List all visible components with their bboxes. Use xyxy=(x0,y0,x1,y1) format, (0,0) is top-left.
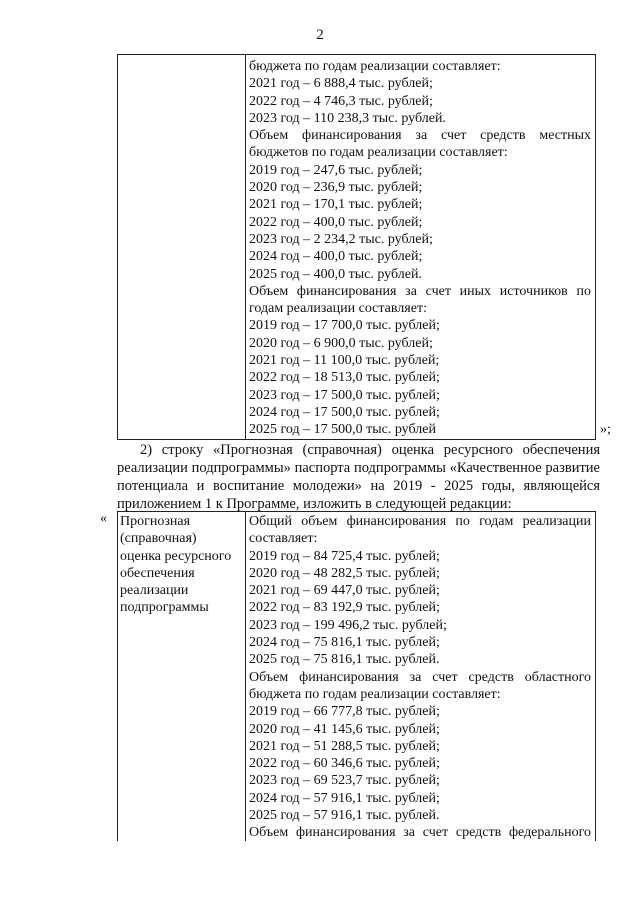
table-line: 2019 год – 247,6 тыс. рублей; xyxy=(249,162,423,178)
table-line: 2023 год – 69 523,7 тыс. рублей; xyxy=(249,773,440,789)
table-line: Объем финансирования за счет иных источников по xyxy=(249,283,591,299)
table-line: 2020 год – 41 145,6 тыс. рублей; xyxy=(249,721,440,737)
table-line: 2020 год – 236,9 тыс. рублей; xyxy=(249,180,423,196)
table-line: бюджета по годам реализации составляет: xyxy=(249,59,501,74)
table-line: годам реализации составляет: xyxy=(249,301,427,317)
amendment-paragraph xyxy=(117,441,600,513)
table-line: 2020 год – 6 900,0 тыс. рублей; xyxy=(249,335,433,351)
paragraph-line: приложением 1 к Программе, изложить в следующей редакции: xyxy=(117,496,512,512)
paragraph-line: 2) строку «Прогнозная (справочная) оценка ресурсного обеспечения xyxy=(140,442,600,458)
table-line: 2023 год – 17 500,0 тыс. рублей; xyxy=(249,387,440,403)
funding-details-cell xyxy=(249,58,591,439)
row-label-line: подпрограммы xyxy=(120,600,209,616)
table-line: 2021 год – 69 447,0 тыс. рублей; xyxy=(249,583,440,599)
table-line: 2024 год – 400,0 тыс. рублей; xyxy=(249,249,423,265)
column-divider xyxy=(245,55,246,439)
table-line: 2025 год – 75 816,1 тыс. рублей. xyxy=(249,652,440,668)
row-label-line: (справочная) xyxy=(120,531,197,547)
table-line: 2024 год – 17 500,0 тыс. рублей; xyxy=(249,404,440,420)
table-line: 2022 год – 60 346,6 тыс. рублей; xyxy=(249,756,440,772)
funding-details-cell xyxy=(249,513,591,842)
table-line: 2022 год – 400,0 тыс. рублей; xyxy=(249,214,423,230)
table-line: Общий объем финансирования по годам реализации xyxy=(249,514,591,529)
page-number: 2 xyxy=(316,27,324,43)
table-line: Объем финансирования за счет средств местных xyxy=(249,128,591,144)
table-line: 2023 год – 2 234,2 тыс. рублей; xyxy=(249,231,433,247)
table-line: 2023 год – 110 238,3 тыс. рублей. xyxy=(249,110,446,126)
funding-table-continuation xyxy=(117,54,596,440)
table-line: 2021 год – 170,1 тыс. рублей; xyxy=(249,197,423,213)
resource-estimate-table xyxy=(117,511,596,841)
table-line: 2022 год – 83 192,9 тыс. рублей; xyxy=(249,600,440,616)
table-line: Объем финансирования за счет средств федерального xyxy=(249,825,591,841)
table-line: 2022 год – 18 513,0 тыс. рублей; xyxy=(249,370,440,386)
table-line: 2022 год – 4 746,3 тыс. рублей; xyxy=(249,93,433,109)
row-label-line: обеспечения xyxy=(120,565,195,581)
row-label-line: оценка ресурсного xyxy=(120,548,232,564)
table-line: Объем финансирования за счет средств областного xyxy=(249,669,591,685)
column-divider xyxy=(245,512,246,841)
table-line: 2025 год – 400,0 тыс. рублей. xyxy=(249,266,422,282)
table-line: 2019 год – 84 725,4 тыс. рублей; xyxy=(249,548,440,564)
table-line: бюджета по годам реализации составляет: xyxy=(249,686,501,702)
table-line: 2024 год – 75 816,1 тыс. рублей; xyxy=(249,635,440,651)
table-line: составляет: xyxy=(249,531,318,547)
table-line: 2025 год – 57 916,1 тыс. рублей. xyxy=(249,808,440,824)
table-line: 2019 год – 17 700,0 тыс. рублей; xyxy=(249,318,440,334)
row-label-line: Прогнозная xyxy=(120,514,191,529)
table-line: бюджетов по годам реализации составляет: xyxy=(249,145,508,161)
table-line: 2021 год – 51 288,5 тыс. рублей; xyxy=(249,738,440,754)
table-line: 2021 год – 6 888,4 тыс. рублей; xyxy=(249,76,433,92)
table-line: 2024 год – 57 916,1 тыс. рублей; xyxy=(249,790,440,806)
closing-quote-mark: »; xyxy=(600,422,611,437)
paragraph-line: потенциала и воспитание молодежи» на 2019 - 2025 годы, являющейся xyxy=(117,478,600,494)
table-line: 2023 год – 199 496,2 тыс. рублей; xyxy=(249,617,447,633)
row-label-line: реализации xyxy=(120,583,189,599)
table-line: 2020 год – 48 282,5 тыс. рублей; xyxy=(249,565,440,581)
table-line: 2021 год – 11 100,0 тыс. рублей; xyxy=(249,353,440,369)
row-label-cell xyxy=(120,513,242,617)
opening-quote-mark: « xyxy=(100,511,107,526)
table-line: 2025 год – 17 500,0 тыс. рублей xyxy=(249,422,436,438)
paragraph-line: реализации подпрограммы» паспорта подпрограммы «Качественное развитие xyxy=(117,460,600,476)
table-line: 2019 год – 66 777,8 тыс. рублей; xyxy=(249,704,440,720)
